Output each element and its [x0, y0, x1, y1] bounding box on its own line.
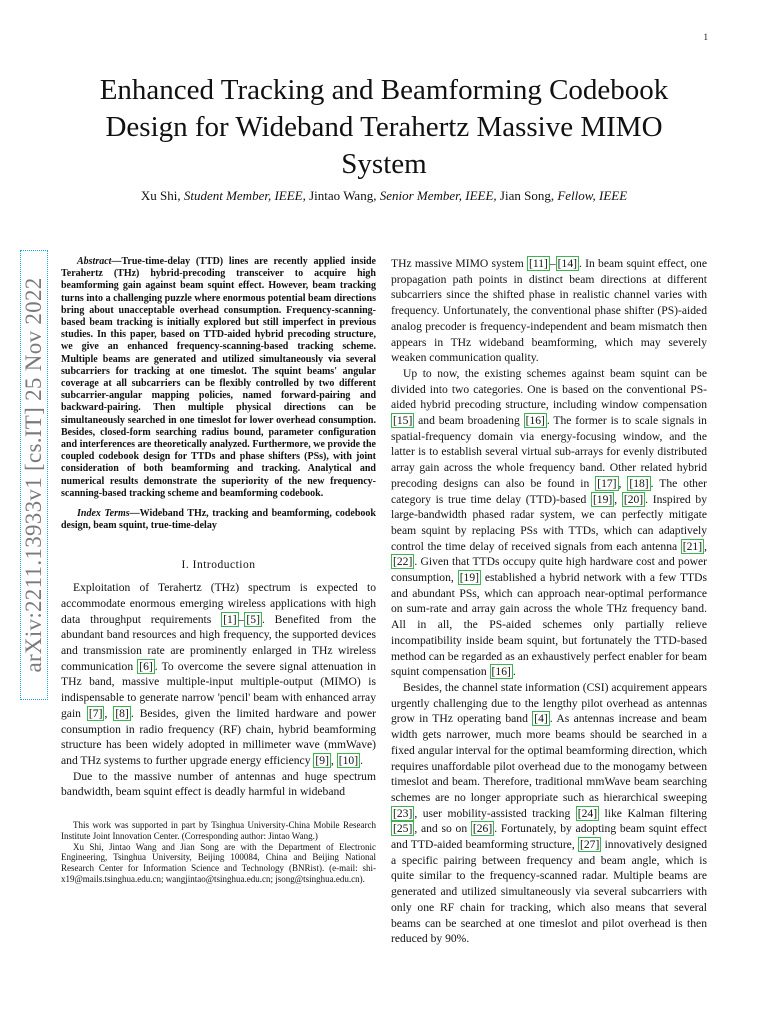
abstract [61, 256, 376, 500]
arxiv-stamp[interactable] [20, 250, 48, 700]
citation-link[interactable]: [18] [629, 476, 649, 490]
text-run: . To overcome the severe signal attenuation in THz band, massive multiple-input multiple-output (MIMO) is indispensable to generate narrow 'pencil' beam with enhanced array gain [61, 659, 376, 720]
intro-paragraph-2: Due to the massive number of antennas and huge spectrum bandwidth, beam squint effect is deadly harmful in wideband [61, 769, 376, 799]
author-list [60, 188, 708, 204]
footnotes [61, 820, 376, 885]
text-run: . [360, 753, 363, 767]
text-run: , and so on [414, 822, 471, 836]
citation-link[interactable]: [23] [393, 806, 413, 820]
index-terms [61, 508, 376, 532]
text-run: , [614, 492, 622, 506]
text-run: Exploitation of Terahertz (THz) spectrum is expected to accommodate enormous emerging wireless applications with high data throughput requirements [61, 581, 376, 626]
text-run: – [238, 612, 245, 626]
footnote-funding: This work was supported in part by Tsinghua University-China Mobile Research Institute Joint Innovation Center. (Corresponding author: Jintao Wang.) [61, 820, 376, 841]
text-run: innovatively designed a specific pairing between frequency and beam angle, which is quite similar to the frequency-scanned radar. Multiple beams are generated and utilized simultaneously via several subcarriers with only one RF chain for tracking, which also means that several beams can be searched at one timeslot and pilot overhead is then reduced by 90%. [391, 838, 707, 946]
text-run: . Benefited from the abundant band resources and high frequency, the supported devices and transmission rate are prominently enlarged in THz wireless communication [61, 612, 376, 673]
index-terms-label: Index Terms [77, 508, 130, 520]
citation-link[interactable]: [19] [459, 571, 480, 585]
citation-link[interactable]: [7] [88, 706, 103, 720]
citation-link[interactable]: [9] [315, 753, 329, 767]
author-name: Jintao Wang, [309, 188, 377, 203]
citation-link[interactable]: [10] [338, 753, 359, 767]
author-name: Xu Shi, [140, 188, 181, 203]
citation-link[interactable]: [15] [393, 414, 413, 428]
text-run: established a hybrid network with a few TTDs and abundant PSs, which can approach near-optimal performance on sum-rate and array gain across the whole THz frequency band. All in all, the PS-aided schemes only partially relieve incompatibility inside beam squint, but fortunately the TTD-based method can be regarded as an exhaustively perfect enabler for beam squint compensation [391, 571, 707, 679]
text-run: THz massive MIMO system [391, 257, 527, 270]
intro-paragraph-1 [61, 580, 376, 768]
abstract-text: —True-time-delay (TTD) lines are recently applied inside Terahertz (THz) hybrid-precoding transceiver to acquire high beamforming gain against beam squint effect. However, beam tracking turns into a challenging puzzle where enormous potential beam directions bring about unacceptable overhead consumption. Frequency-scanning-based beam tracking is initially explored but still imperfect in previous studies. In this paper, based on TTD-aided hybrid precoding structure, we give an enhanced frequency-scanning-based tracking scheme. Multiple beams are generated and utilized simultaneously via several subcarriers for tracking at one timeslot. The squint beams' angular coverage at all subcarriers can be flexibly controlled by two different subcarrier-angular mapping policies, named forward-pairing and backward-pairing. Then multiple physical directions can be simultaneously searched in one timeslot for lower overhead consumption. Besides, closed-form searching radius bound, parameter configuration and interferences are theoretically analyzed. Furthermore, we provide the coupled codebook design for TTDs and phase shifters (PSs), with joint consideration of both beamforming and tracking. Analytical and numerical results demonstrate the superiority of the new frequency-scanning-based tracking scheme and beamforming codebook. [61, 256, 376, 499]
text-run: like Kalman filtering [599, 806, 707, 820]
left-column [61, 256, 376, 885]
text-run: . Fortunately, by adopting beam squint effect and TTD-aided beamforming structure, [391, 822, 707, 852]
text-run: , [704, 539, 707, 553]
citation-link[interactable]: [8] [115, 706, 129, 720]
author-role: Senior Member, IEEE, [379, 188, 497, 203]
paper-title: Enhanced Tracking and Beamforming Codebook Design for Wideband Terahertz Massive MIMO System [99, 74, 669, 180]
right-column [391, 256, 707, 947]
text-run: , [104, 706, 114, 720]
citation-link[interactable]: [14] [557, 257, 577, 270]
citation-link[interactable]: [1] [223, 612, 237, 626]
footnote-affiliation: Xu Shi, Jintao Wang and Jian Song are with the Department of Electronic Engineering, Tsinghua University, Beijing 100084, China and Beijing National Research Center for Information Science and Technology (BNRist). (e-mail: shi-x19@mails.tsinghua.edu.cn; wangjintao@tsinghua.edu.cn; jsong@tsinghua.edu.cn). [61, 841, 376, 884]
citation-link[interactable]: [17] [597, 476, 617, 490]
citation-link[interactable]: [11] [528, 257, 548, 270]
citation-link[interactable]: [27] [579, 838, 600, 852]
abstract-label: Abstract [77, 256, 112, 267]
index-terms-text: —Wideband THz, tracking and beamforming, codebook design, beam squint, true-time-delay [61, 508, 376, 532]
text-run: . The other category is true time delay (TTD)-based [391, 476, 707, 506]
page-number: 1 [703, 32, 708, 42]
text-run: , [618, 476, 628, 490]
citation-link[interactable]: [16] [525, 414, 545, 428]
text-run: . As antennas increase and beam width gets narrower, much more beams should be searched in a fixed angular interval for the optimal beamforming direction, which requires unaffordable pilot overhead due to the monogamy between timeslot and beam. Therefore, traditional mmWave beam searching schemes are no longer appropriate such as hierarchical sweeping [391, 712, 707, 804]
body-paragraph-3 [391, 680, 707, 947]
text-run: , user mobility-assisted tracking [414, 806, 576, 820]
text-run: . Inspired by large-bandwidth phased radar system, we can perfectly mitigate beam squint by replacing PSs with TTDs, which can adaptively control the time delay of received signals from each antenna [391, 492, 708, 553]
citation-link[interactable]: [21] [682, 539, 703, 553]
text-run: Up to now, the existing schemes against beam squint can be divided into two categories. One is based on the conventional PS-aided hybrid precoding structure, including window compensation [391, 366, 707, 412]
text-run: , [330, 753, 337, 767]
citation-link[interactable]: [20] [623, 492, 644, 506]
text-run: . Given that TTDs occupy quite high hardware cost and power consumption, [391, 555, 707, 585]
text-run: . Besides, given the limited hardware and power consumption in radio frequency (RF) chain, hybrid beamforming structure has been widely adopted in millimeter wave (mmWave) and THz systems to further upgrade energy efficiency [61, 706, 377, 767]
citation-link[interactable]: [19] [592, 492, 613, 506]
text-run: Besides, the channel state information (CSI) acquirement appears urgently challenging due to the lengthy pilot overhead as antennas grow in THz operating band [391, 680, 707, 726]
arxiv-id[interactable]: arXiv:2211.13933v1 [cs.IT] 25 Nov 2022 [21, 277, 46, 673]
author-role: Fellow, IEEE [557, 188, 628, 203]
author-role: Student Member, IEEE, [183, 188, 306, 203]
citation-link[interactable]: [6] [139, 659, 153, 673]
text-run: – [549, 257, 556, 270]
citation-link[interactable]: [5] [246, 612, 260, 626]
citation-link[interactable]: [24] [577, 806, 598, 820]
text-run: . In beam squint effect, one propagation path points in distinct beam directions at different subcarriers since the shifted phase in realistic channel varies with frequency. Unfortunately, the conventional phase shifter (PS)-aided analog precoder is frequency-independent and beam mismatch then appears in THz wideband beamforming, which may severely weaken communication quality. [391, 257, 707, 365]
body-paragraph-1 [391, 256, 707, 366]
citation-link[interactable]: [4] [534, 712, 548, 726]
citation-link[interactable]: [16] [491, 665, 511, 679]
text-run: . [512, 665, 516, 679]
author-name: Jian Song, [499, 188, 555, 203]
section-heading: I. Introduction [181, 559, 256, 572]
text-run: and beam broadening [414, 414, 524, 428]
citation-link[interactable]: [25] [393, 822, 413, 836]
citation-link[interactable]: [22] [393, 555, 413, 569]
citation-link[interactable]: [26] [472, 822, 493, 836]
text-run: . The former is to scale signals in spatial-frequency domain via energy-focusing window, and the latter is to establish several virtual sub-arrays for evenly distributed array gain across the whole frequency band. Other related hybrid precoding designs can also be found in [391, 414, 707, 490]
body-paragraph-2 [391, 366, 707, 680]
